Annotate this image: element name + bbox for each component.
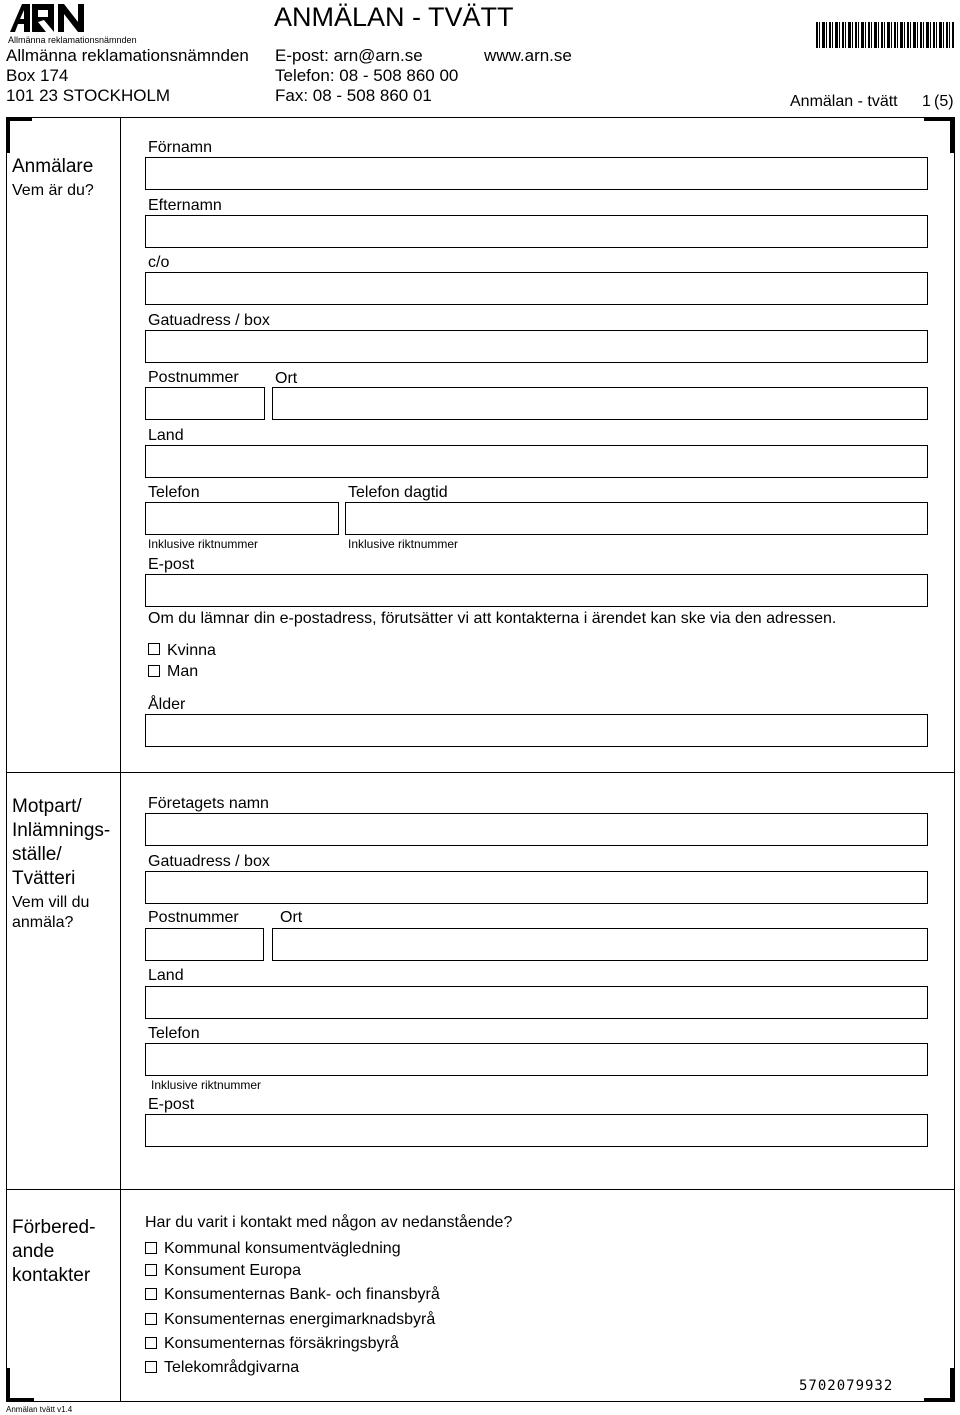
- motpart-land-label: Land: [148, 967, 184, 984]
- telefon-input[interactable]: [145, 502, 339, 535]
- land-input[interactable]: [145, 445, 928, 478]
- efternamn-label: Efternamn: [148, 197, 222, 214]
- anmalare-heading: Anmälare: [12, 156, 94, 177]
- foretag-input[interactable]: [145, 813, 928, 846]
- arn-logo: [8, 2, 88, 38]
- arn-logo-mark: [8, 2, 88, 38]
- motpart-epost-label: E-post: [148, 1096, 195, 1113]
- frame-top: [6, 117, 954, 118]
- fornamn-label: Förnamn: [148, 139, 213, 156]
- epost-input[interactable]: [145, 574, 928, 607]
- kontakt-checkbox-energimarknadsbyra[interactable]: [145, 1313, 157, 1325]
- kontakt-checkbox-konsumentvagledning[interactable]: [145, 1242, 157, 1254]
- frame-left: [6, 117, 7, 1402]
- forberedande-heading-line: kontakter: [12, 1265, 91, 1286]
- motpart-heading-line: ställe/: [12, 844, 62, 865]
- motpart-telefon-hint: Inklusive riktnummer: [151, 1078, 262, 1092]
- motpart-subheading-line: anmäla?: [12, 914, 74, 931]
- kontakt-checkbox-bank-finansbyra[interactable]: [145, 1288, 157, 1300]
- foretag-label: Företagets namn: [148, 795, 269, 812]
- gatuadress-label: Gatuadress / box: [148, 312, 270, 329]
- epost-label: E-post: [148, 556, 195, 573]
- kontakt-checkbox-forsakringsbyra[interactable]: [145, 1337, 157, 1349]
- kvinna-label: Kvinna: [167, 642, 216, 659]
- barcode: [816, 22, 954, 48]
- postnummer-input[interactable]: [145, 387, 265, 420]
- org-website: www.arn.se: [484, 46, 572, 65]
- man-checkbox[interactable]: [148, 665, 160, 677]
- page-number: 1: [922, 93, 931, 110]
- forberedande-question: Har du varit i kontakt med någon av nedanstående?: [145, 1214, 513, 1231]
- form-title: ANMÄLAN - TVÄTT: [274, 2, 514, 32]
- kontakt-label: Telekområdgivarna: [164, 1359, 300, 1376]
- fornamn-input[interactable]: [145, 157, 928, 190]
- motpart-telefon-input[interactable]: [145, 1043, 928, 1076]
- org-fax: Fax: 08 - 508 860 01: [275, 86, 432, 105]
- forberedande-heading: [12, 1216, 95, 1288]
- form-version: Anmälan tvätt v1.4: [6, 1405, 73, 1414]
- motpart-ort-label: Ort: [280, 909, 303, 926]
- motpart-telefon-label: Telefon: [148, 1025, 200, 1042]
- motpart-gatuadress-input[interactable]: [145, 871, 928, 904]
- motpart-heading-line: Inlämnings-: [12, 820, 111, 841]
- kontakt-label: Kommunal konsumentvägledning: [164, 1240, 401, 1257]
- kontakt-checkbox-konsument-europa[interactable]: [145, 1264, 157, 1276]
- motpart-ort-input[interactable]: [272, 928, 928, 961]
- motpart-subheading-line: Vem vill du: [12, 894, 90, 911]
- telefon-dagtid-hint: Inklusive riktnummer: [348, 537, 459, 551]
- alder-label: Ålder: [148, 696, 186, 713]
- kontakt-checkbox-telekomradgivarna[interactable]: [145, 1361, 157, 1373]
- co-label: c/o: [148, 254, 170, 271]
- motpart-heading: [12, 795, 110, 891]
- motpart-land-input[interactable]: [145, 986, 928, 1019]
- motpart-heading-line: Motpart/: [12, 796, 82, 817]
- ort-label: Ort: [275, 370, 298, 387]
- forberedande-heading-line: ande: [12, 1241, 55, 1262]
- frame-right: [954, 117, 955, 1402]
- org-phone: Telefon: 08 - 508 860 00: [275, 66, 459, 85]
- section-divider-1: [6, 772, 954, 773]
- frame-bottom: [6, 1401, 954, 1402]
- kontakt-label: Konsumenternas försäkringsbyrå: [164, 1335, 399, 1352]
- kontakt-label: Konsument Europa: [164, 1262, 301, 1279]
- motpart-subheading: [12, 893, 89, 933]
- email-notice: Om du lämnar din e-postadress, förutsätter vi att kontakterna i ärendet kan ske via den adressen.: [148, 610, 837, 627]
- postnummer-label: Postnummer: [148, 369, 239, 386]
- telefon-label: Telefon: [148, 484, 200, 501]
- motpart-postnummer-label: Postnummer: [148, 909, 239, 926]
- motpart-heading-line: Tvätteri: [12, 868, 76, 889]
- motpart-postnummer-input[interactable]: [145, 928, 264, 961]
- man-label: Man: [167, 663, 199, 680]
- efternamn-input[interactable]: [145, 215, 928, 248]
- co-input[interactable]: [145, 272, 928, 305]
- motpart-epost-input[interactable]: [145, 1114, 928, 1147]
- ort-input[interactable]: [272, 387, 928, 420]
- land-label: Land: [148, 427, 184, 444]
- column-divider: [120, 117, 121, 1402]
- forberedande-heading-line: Förbered-: [12, 1217, 96, 1238]
- form-name: Anmälan - tvätt: [790, 93, 898, 110]
- kontakt-label: Konsumenternas Bank- och finansbyrå: [164, 1286, 440, 1303]
- telefon-hint: Inklusive riktnummer: [148, 537, 259, 551]
- motpart-gatuadress-label: Gatuadress / box: [148, 853, 270, 870]
- anmalare-subheading: Vem är du?: [12, 182, 94, 199]
- org-name: Allmänna reklamationsnämnden: [6, 46, 249, 65]
- kvinna-checkbox[interactable]: [148, 643, 160, 655]
- org-box: Box 174: [6, 66, 69, 85]
- org-city: 101 23 STOCKHOLM: [6, 86, 171, 105]
- gatuadress-input[interactable]: [145, 330, 928, 363]
- telefon-dagtid-label: Telefon dagtid: [348, 484, 448, 501]
- org-email: E-post: arn@arn.se: [275, 46, 423, 65]
- form-code: 5702079932: [799, 1378, 894, 1394]
- alder-input[interactable]: [145, 714, 928, 747]
- section-divider-2: [6, 1189, 954, 1190]
- page-total: (5): [934, 93, 954, 110]
- logo-subtext: Allmänna reklamationsnämnden: [8, 35, 137, 45]
- kontakt-label: Konsumenternas energimarknadsbyrå: [164, 1311, 436, 1328]
- telefon-dagtid-input[interactable]: [345, 502, 928, 535]
